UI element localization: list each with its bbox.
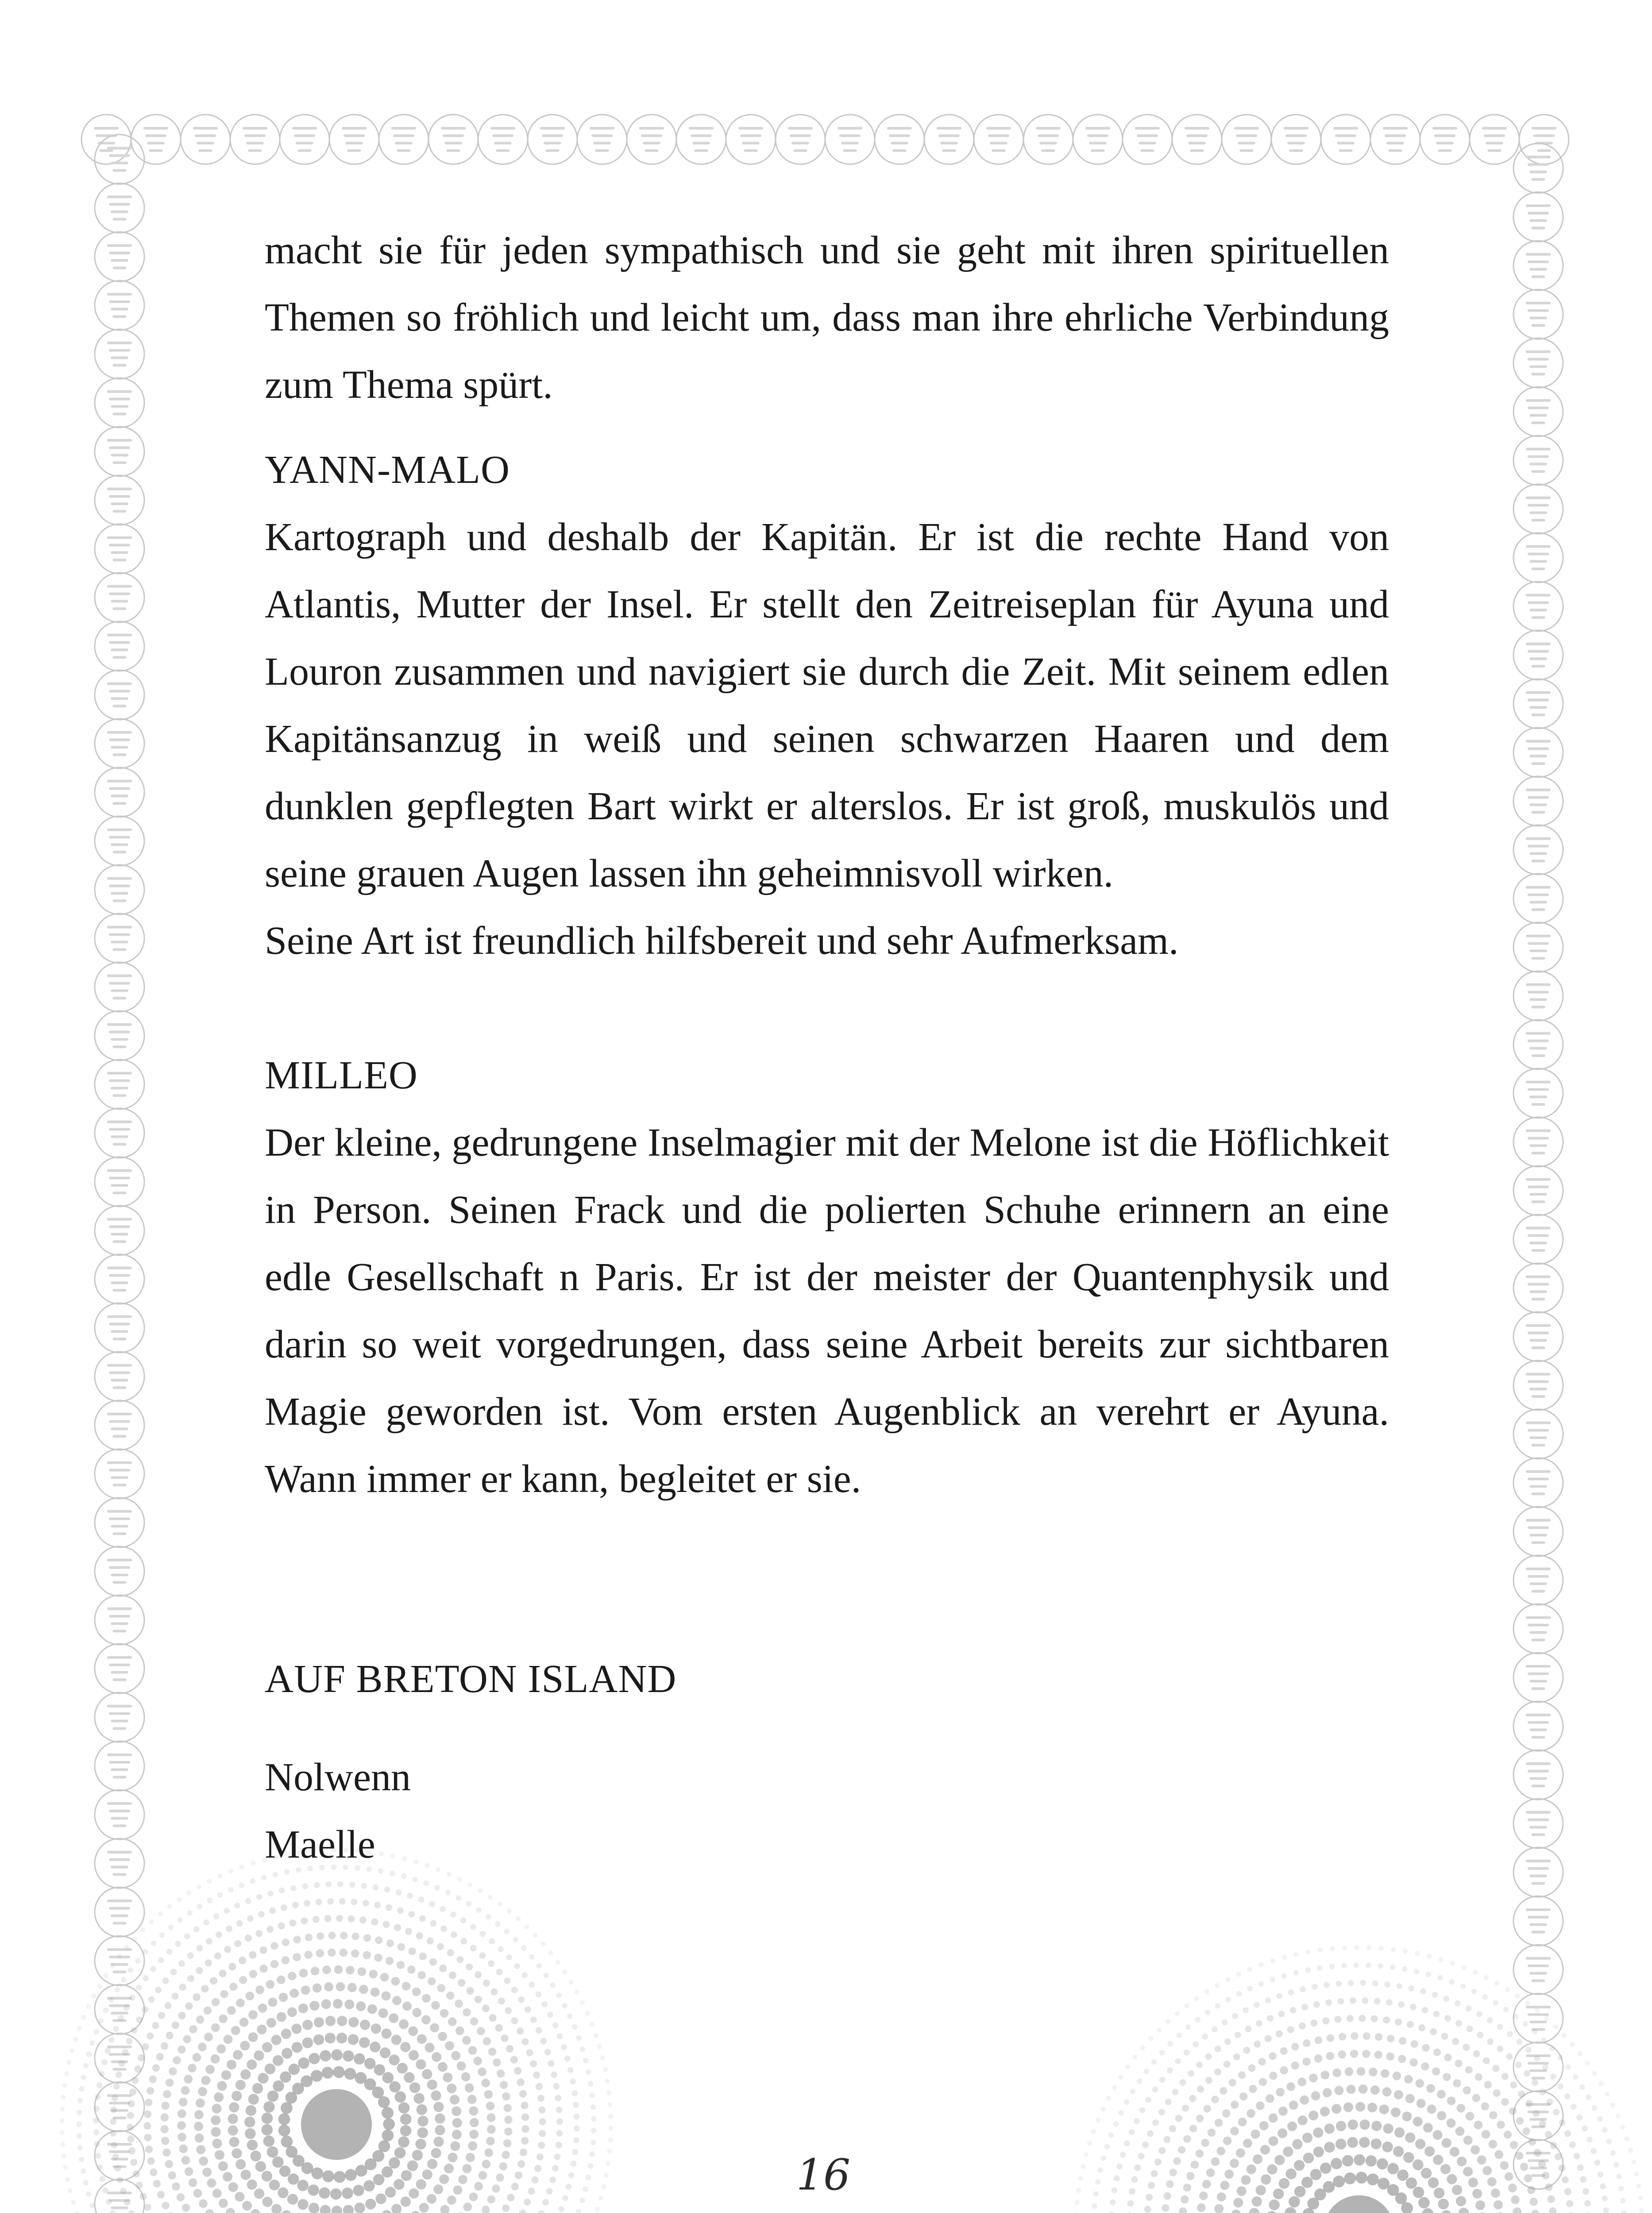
section-heading-breton-island: AUF BRETON ISLAND: [265, 1657, 677, 1701]
body-text: [265, 217, 1389, 1878]
milleo-paragraph: Der kleine, gedrungene Inselmagier mit der Melone ist die Höflichkeit in Person. Seinen Frack und die polierten Schuhe erinnern an eine edle Gesellschaft n Paris. Er ist der meister der Quantenphysik und darin so weit vorgedrungen, dass seine Arbeit bereits zur sichtbaren Magie geworden ist. Vom ersten Augenblick an verehrt er Ayuna. Wann immer er kann, begleitet er sie.: [265, 1121, 1389, 1501]
character-name: Nolwenn: [265, 1755, 411, 1799]
yann-malo-paragraph-2: Seine Art ist freundlich hilfsbereit und sehr Aufmerksam.: [265, 919, 1179, 963]
yann-malo-paragraph: Kartograph und deshalb der Kapitän. Er ist die rechte Hand von Atlantis, Mutter der Insel. Er stellt den Zeitreiseplan für Ayuna und Louron zusammen und navigiert sie durch die Zeit. Mit seinem edlen Kapitänsanzug in weiß und seinen schwarzen Haaren und dem dunklen gepflegten Bart wirkt er alterslos. Er ist groß, muskulös und seine grauen Augen lassen ihn geheimnisvoll wirken.: [265, 515, 1389, 895]
section-heading-milleo: MILLEO: [265, 1053, 418, 1097]
page-number: 16: [796, 2150, 851, 2200]
section-heading-yann-malo: YANN-MALO: [265, 448, 510, 492]
character-name: Maelle: [265, 1823, 375, 1866]
intro-paragraph: macht sie für jeden sympathisch und sie geht mit ihren spirituellen Themen so fröhlich und leicht um, dass man ihre ehrliche Verbindung zum Thema spürt.: [265, 228, 1389, 407]
